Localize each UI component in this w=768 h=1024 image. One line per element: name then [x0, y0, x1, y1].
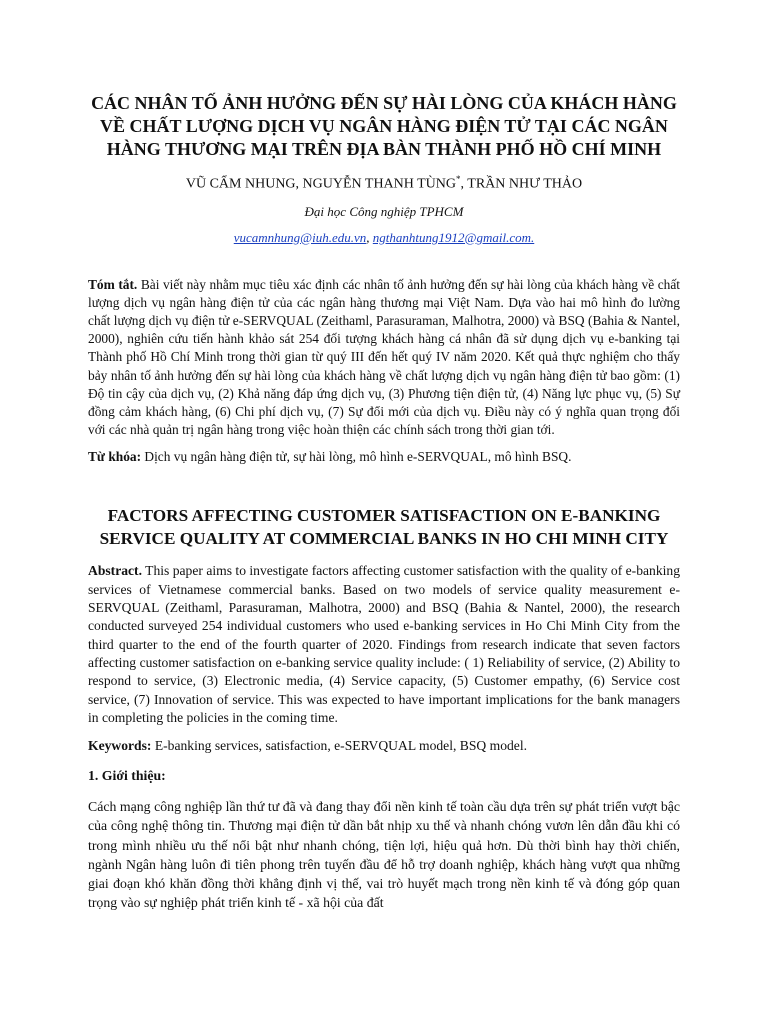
keywords-english — [88, 737, 680, 755]
keywords-vietnamese — [88, 448, 680, 466]
email-separator: , — [366, 229, 373, 245]
paper-title-vietnamese: CÁC NHÂN TỐ ẢNH HƯỞNG ĐẾN SỰ HÀI LÒNG CỦA KHÁCH HÀNG VỀ CHẤT LƯỢNG DỊCH VỤ NGÂN HÀNG ĐIỆN TỬ TẠI CÁC NGÂN HÀNG THƯƠNG MẠI TRÊN ĐỊA BÀN THÀNH PHỐ HỒ CHÍ MINH — [91, 93, 677, 159]
abstract-english-text: This paper aims to investigate factors affecting customer satisfaction with the quality of e-banking services of Vietnamese commercial banks. Based on two models of service quality measurement e-SERVQUAL (Zeithaml, Parasuraman, Malhotra, 2000) and BSQ (Bahia & Nantel, 2000), the research conducted surveyed 254 individual customers who used e-banking services in Ho Chi Minh City from the third quarter to the end of the fourth quarter of 2020. Findings from research indicate that seven factors affecting customer satisfaction on e-banking service quality include: ( 1) Reliability of service, (2) Ability to respond to service, (3) Electronic media, (4) Service capacity, (5) Customer empathy, (6) Service cost service, (7) Innovation of service. This was expected to have important implications for the bank managers in completing the policies in the coming time. — [88, 563, 680, 725]
abstract-vietnamese-label: Tóm tắt. — [88, 276, 138, 292]
email-link-1[interactable]: vucamnhung@iuh.edu.vn — [233, 229, 367, 245]
abstract-english-label: Abstract. — [88, 563, 142, 579]
corresponding-author-mark: * — [456, 174, 461, 184]
keywords-english-label: Keywords: — [88, 738, 152, 754]
author-list — [88, 170, 680, 194]
keywords-vietnamese-text: Dịch vụ ngân hàng điện tử, sự hài lòng, mô hình e-SERVQUAL, mô hình BSQ. — [141, 449, 572, 465]
author-emails — [88, 229, 680, 246]
introduction-paragraph: Cách mạng công nghiệp lần thứ tư đã và đang thay đổi nền kinh tế toàn cầu dựa trên sự phát triển vượt bậc của công nghệ thông tin. Thương mại điện tử dần bắt nhịp xu thế và nhanh chóng vươn lên dẫn đầu khi có trong mình nhiều ưu thế nổi bật như nhanh chóng, tiện lợi, hiệu quả hơn. Dù thời bình hay thời chiến, ngành Ngân hàng luôn đi tiên phong trên tuyến đầu để hỗ trợ doanh nghiệp, khách hàng vượt qua những giai đoạn khó khăn đồng thời khẳng định vị thế, vai trò huyết mạch trong nền kinh tế và đóng góp quan trọng vào sự nghiệp phát triển kinh tế - xã hội của đất — [88, 799, 680, 911]
keywords-english-text: E-banking services, satisfaction, e-SERVQUAL model, BSQ model. — [151, 738, 528, 754]
affiliation: Đại học Công nghiệp TPHCM — [304, 203, 464, 219]
abstract-vietnamese-text: Bài viết này nhằm mục tiêu xác định các nhân tố ảnh hưởng đến sự hài lòng của khách hàng về chất lượng dịch vụ ngân hàng điện tử của các ngân hàng thương mại Việt Nam. Dựa vào hai mô hình đo lường chất lượng dịch vụ điện tử e-SERVQUAL (Zeithaml, Parasuraman, Malhotra, 2000) và BSQ (Bahia & Nantel, 2000), nghiên cứu tiến hành khảo sát 254 đối tượng khách hàng cá nhân đã sử dụng dịch vụ e-banking tại Thành phố Hồ Chí Minh trong thời gian từ quý III đến hết quý IV năm 2020. Kết quả thực nghiệm cho thấy bảy nhân tố ảnh hưởng đến sự hài lòng của khách hàng về chất lượng dịch vụ ngân hàng điện tử bao gồm: (1) Độ tin cậy của dịch vụ, (2) Khả năng đáp ứng dịch vụ, (3) Phương tiện điện tử, (4) Năng lực phục vụ, (5) Sự đồng cảm khách hàng, (6) Chi phí dịch vụ, (7) Sự đổi mới của dịch vụ. Điều này có ý nghĩa quan trọng đối với các nhà quản trị ngân hàng trong việc hoàn thiện các chính sách trong thời gian tới. — [88, 276, 680, 438]
abstract-english — [88, 562, 680, 727]
keywords-vietnamese-label: Từ khóa: — [88, 449, 142, 465]
section-heading-introduction: 1. Giới thiệu: — [88, 768, 166, 784]
paper-title-english: FACTORS AFFECTING CUSTOMER SATISFACTION ON E-BANKING SERVICE QUALITY AT COMMERCIAL BANKS IN HO CHI MINH CITY — [99, 506, 669, 549]
email-link-2[interactable]: ngthanhtung1912@gmail.com. — [372, 229, 535, 245]
authors-last: , TRẦN NHƯ THẢO — [460, 176, 583, 192]
abstract-vietnamese — [88, 276, 680, 440]
authors-first: VŨ CẨM NHUNG, NGUYỄN THANH TÙNG — [185, 176, 457, 192]
